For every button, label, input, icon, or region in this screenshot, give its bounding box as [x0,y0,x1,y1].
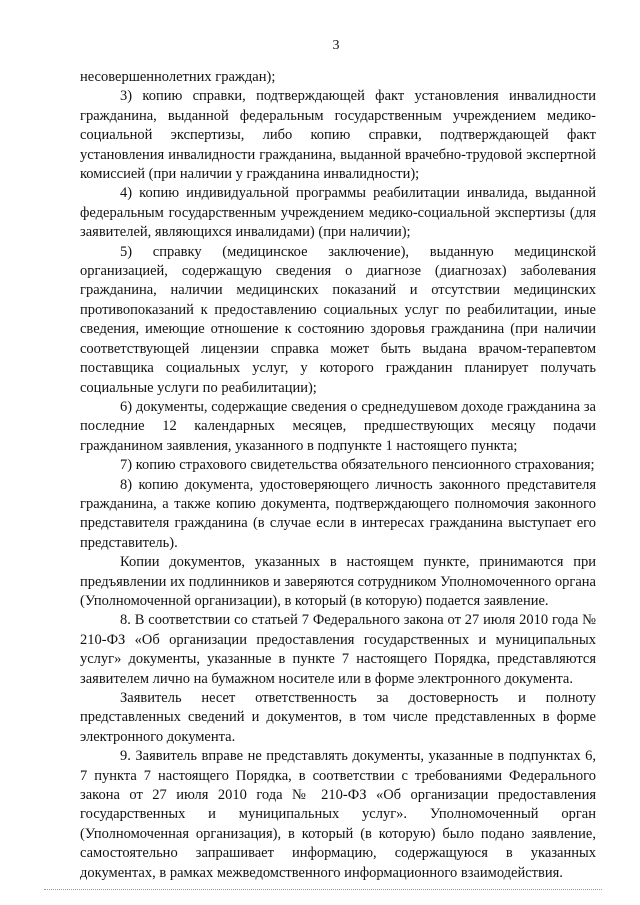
paragraph-item-5: 5) справку (медицинское заключение), выданную медицинской организацией, содержащую сведения о диагнозе (диагнозах) заболевания гражданина, наличии медицинских показаний и отсутствии медицинских противопоказаний к предоставлению социальных услуг по реабилитации, иные сведения, имеющие отношение к состоянию здоровья гражданина (при наличии соответствующей лицензии справка может быть выдана врачом-терапевтом поставщика социальных услуг, у которого гражданин планирует получать социальные услуги по реабилитации); [80,243,596,396]
paragraph-section-8: 8. В соответствии со статьей 7 Федерального закона от 27 июля 2010 года № 210-ФЗ «Об организации предоставления государственных и муниципальных услуг» документы, указанные в пункте 7 настоящего Порядка, представляются заявителем лично на бумажном носителе или в форме электронного документа. [80,612,596,687]
paragraph-item-3: 3) копию справки, подтверждающей факт установления инвалидности гражданина, выданной федеральным государственным учреждением медико-социальной экспертизы, либо копию справки, подтверждающей факт установления инвалидности гражданина, выданной врачебно-трудовой экспертной комиссией (при наличии у гражданина инвалидности); [80,88,596,183]
paragraph-section-9: 9. Заявитель вправе не представлять документы, указанные в подпунктах 6, 7 пункта 7 настоящего Порядка, в соответствии с требованиями Федерального закона от 27 июля 2010 года № 210-ФЗ «Об организации предоставления государственных и муниципальных услуг». Уполномоченный орган (Уполномоченная организация), в который (в которую) было подано заявление, самостоятельно запрашивает информацию, содержащуюся в указанных документах, в рамках межведомственного информационного взаимодействия. [80,748,596,881]
paragraph-copies-note: Копии документов, указанных в настоящем пункте, принимаются при предъявлении их подлинников и заверяются сотрудником Уполномоченного органа (Уполномоченной организации), в который (в которую) подается заявление. [80,554,596,609]
paragraph-responsibility: Заявитель несет ответственность за достоверность и полноту представленных сведений и документов, в том числе представленных в форме электронного документа. [80,690,596,745]
paragraph-item-6: 6) документы, содержащие сведения о среднедушевом доходе гражданина за последние 12 календарных месяцев, предшествующих месяцу подачи гражданином заявления, указанного в подпункте 1 настоящего пункта; [80,398,596,454]
page-bottom-rule [44,889,602,890]
paragraph-continuation: несовершеннолетних граждан); [80,69,276,85]
document-body [80,68,596,883]
paragraph-item-4: 4) копию индивидуальной программы реабилитации инвалида, выданной федеральным государственным учреждением медико-социальной экспертизы (для заявителей, являющихся инвалидами) (при наличии); [80,185,596,241]
paragraph-item-7: 7) копию страхового свидетельства обязательного пенсионного страхования; [120,457,595,474]
page-number: 3 [332,38,340,53]
paragraph-item-8: 8) копию документа, удостоверяющего личность законного представителя гражданина, а также копию документа, подтверждающего полномочия законного представителя гражданина (в случае если в интересах гражданина выступает его представитель). [80,476,596,551]
